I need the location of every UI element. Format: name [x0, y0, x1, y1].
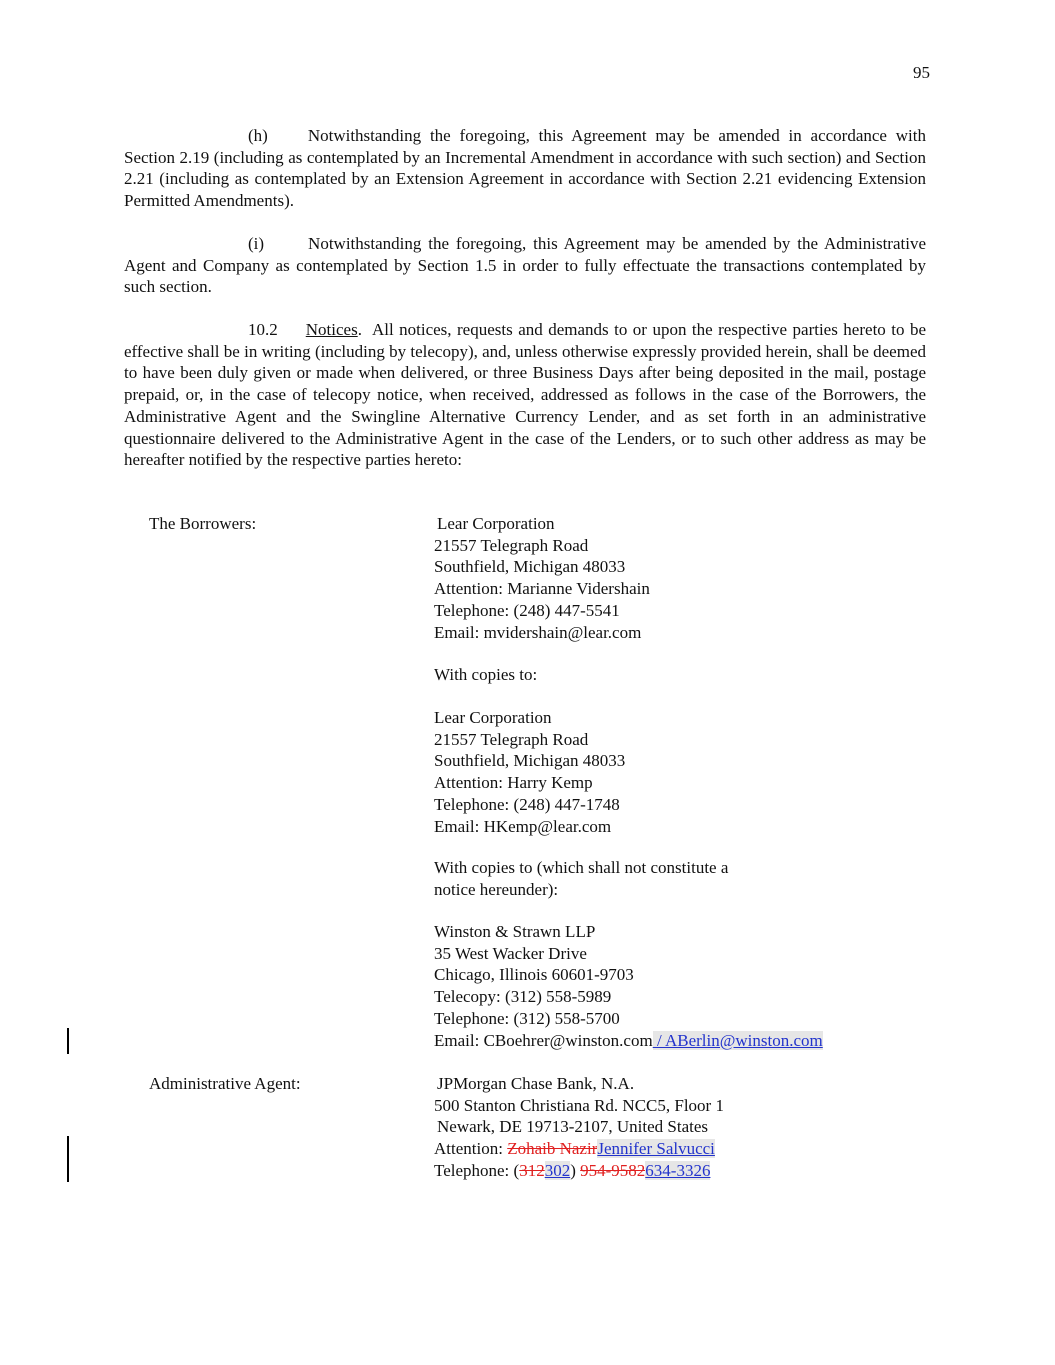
inserted-text: / ABerlin@winston.com — [652, 1030, 823, 1050]
deleted-text: 954-9582 — [580, 1160, 646, 1180]
borrowers-address — [434, 513, 650, 643]
section-number: 10.2 — [248, 320, 278, 339]
paragraph-i-label: (i) — [248, 234, 265, 253]
address-line: Telephone: (248) 447-1748 — [434, 794, 620, 814]
agent-telephone-line — [434, 1160, 724, 1182]
address-line: Lear Corporation — [437, 514, 555, 533]
agent-address — [434, 1073, 724, 1182]
copies-label-not-notice — [434, 857, 728, 900]
copy-address-winston — [434, 921, 823, 1051]
page-number: 95 — [913, 63, 930, 82]
address-line: Newark, DE 19713-2107, United States — [437, 1117, 709, 1137]
inserted-text: 634-3326 — [645, 1160, 711, 1180]
address-line: 500 Stanton Christiana Rd. NCC5, Floor 1 — [434, 1095, 724, 1115]
address-line: 21557 Telegraph Road — [434, 729, 589, 749]
deleted-text: Zohaib Nazir — [507, 1139, 598, 1159]
copies-label-line: notice hereunder): — [434, 879, 559, 899]
change-bar — [67, 1028, 69, 1054]
attention-prefix: Attention: — [434, 1139, 508, 1159]
section-heading: Notices — [305, 320, 358, 339]
paragraph-h-label: (h) — [248, 126, 268, 145]
telephone-separator: ) — [570, 1160, 581, 1180]
address-line: Attention: Harry Kemp — [434, 773, 593, 793]
address-line: Email: HKemp@lear.com — [434, 816, 612, 836]
borrowers-label: The Borrowers: — [149, 514, 257, 533]
paragraph-i-text: Notwithstanding the foregoing, this Agreement may be amended by the Administrative Agent and Company as contemplated by Section 1.5 in order to fully effectuate the transactions contemplated by such section. — [124, 234, 926, 297]
address-line: Southfield, Michigan 48033 — [434, 751, 626, 771]
address-line: Attention: Marianne Vidershain — [434, 579, 650, 599]
change-bar — [67, 1136, 69, 1182]
copies-label: With copies to: — [434, 665, 538, 684]
inserted-text: Jennifer Salvucci — [597, 1139, 715, 1159]
telephone-prefix: Telephone: ( — [434, 1160, 520, 1180]
email-text: Email: CBoehrer@winston.com — [434, 1030, 653, 1050]
paragraph-i — [124, 233, 926, 298]
copy-address-lear — [434, 707, 625, 837]
inserted-text: 302 — [544, 1160, 571, 1180]
agent-attention-line — [434, 1138, 724, 1160]
address-line: 35 West Wacker Drive — [434, 943, 587, 963]
winston-email-line — [434, 1030, 823, 1052]
deleted-text: 312 — [519, 1160, 545, 1180]
administrative-agent-label: Administrative Agent: — [149, 1074, 301, 1093]
copies-label-line: With copies to (which shall not constitute a — [434, 858, 729, 877]
paragraph-notices-text: All notices, requests and demands to or upon the respective parties hereto to be effective shall be in writing (including by telecopy), and, unless otherwise expressly provided herein, shall be deemed to have been duly given or made when delivered, or three Business Days after being deposited in the mail, postage prepaid, or, in the case of telecopy notice, when received, addressed as follows in the case of the Borrowers, the Administrative Agent and the Swingline Alternative Currency Lender, and as set forth in an administrative questionnaire delivered to the Administrative Agent in the case of the Lenders, or to such other address as may be hereafter notified by the respective parties hereto: — [124, 320, 926, 470]
address-line: Lear Corporation — [434, 708, 552, 727]
address-line: Telephone: (248) 447-5541 — [434, 600, 620, 620]
address-line: JPMorgan Chase Bank, N.A. — [437, 1074, 635, 1093]
paragraph-h — [124, 125, 926, 212]
paragraph-notices: 10.2 Notices. All notices, requests and demands to or upon the respective parties hereto to be effective shall be in writing (including by telecopy), and, unless otherwise expressly provided herein, shall be deemed to have been duly given or made when delivered, or three Business Days after being deposited in the mail, postage prepaid, or, in the case of telecopy notice, when received, addressed as follows in the case of the Borrowers, the Administrative Agent and the Swingline Alternative Currency Lender, and as set forth in an administrative questionnaire delivered to the Administrative Agent in the case of the Lenders, or to such other address as may be hereafter notified by the respective parties hereto: — [124, 320, 926, 470]
address-line: Email: mvidershain@lear.com — [434, 622, 642, 642]
address-line: Telephone: (312) 558-5700 — [434, 1008, 620, 1028]
address-line: Southfield, Michigan 48033 — [434, 557, 626, 577]
address-line: 21557 Telegraph Road — [434, 535, 589, 555]
address-line: Telecopy: (312) 558-5989 — [434, 987, 612, 1007]
address-line: Chicago, Illinois 60601-9703 — [434, 965, 634, 985]
paragraph-h-text: Notwithstanding the foregoing, this Agreement may be amended in accordance with Section 2.19 (including as contemplated by an Incremental Amendment in accordance with such section) and Section 2.21 (including as contemplated by an Extension Agreement in accordance with Section 2.21 evidencing Extension Permitted Amendments). — [124, 126, 926, 211]
address-line: Winston & Strawn LLP — [434, 922, 596, 941]
